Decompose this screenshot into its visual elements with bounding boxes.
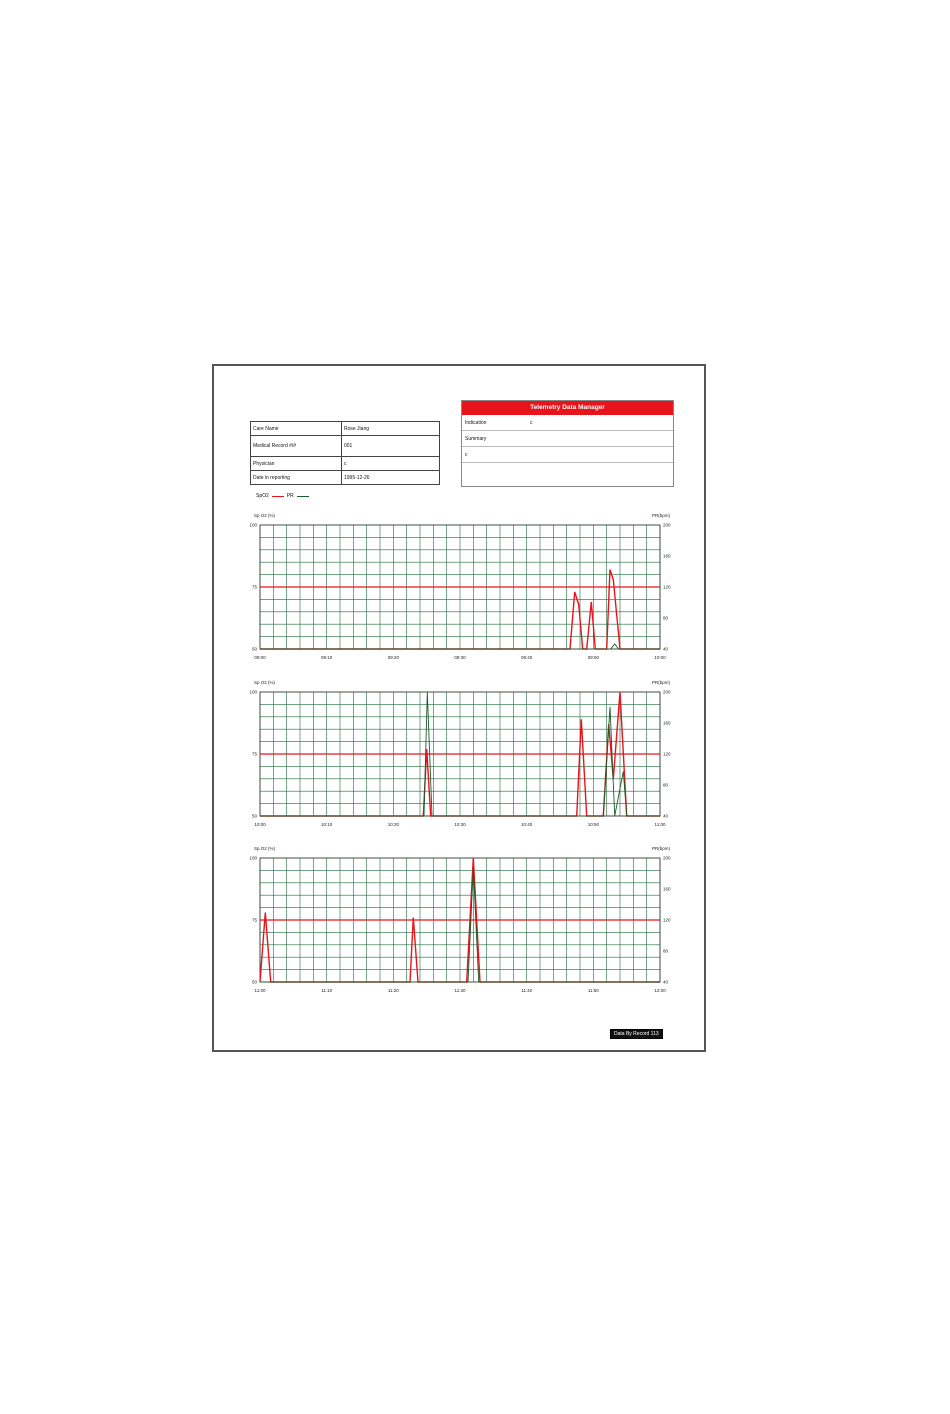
data-record-button[interactable]: Data By Record 113	[610, 1029, 663, 1039]
report-page	[212, 364, 706, 1052]
y-tick-label-left: 50	[251, 646, 257, 652]
y-tick-label-left: 75	[251, 751, 257, 757]
x-tick-label: 11:50	[587, 988, 599, 993]
legend-spo2-label: SpO2	[256, 493, 269, 499]
y-tick-label-right: 40	[663, 646, 669, 652]
info-label: Medical Record #/#	[251, 436, 342, 457]
x-tick-label: 09:00	[254, 655, 266, 660]
info-row	[251, 457, 440, 471]
y-tick-label-left: 100	[249, 855, 257, 861]
info-label: Physician	[251, 457, 342, 471]
y-tick-label-right: 160	[663, 553, 671, 559]
y-tick-label-right: 120	[663, 751, 671, 757]
y-tick-label-right: 200	[663, 855, 671, 861]
y-tick-label-left: 75	[251, 584, 257, 590]
y-tick-label-right: 200	[663, 689, 671, 695]
report-title: Telemetry Data Manager	[462, 401, 673, 415]
x-tick-label: 10:00	[254, 822, 266, 827]
info-row	[251, 422, 440, 436]
info-value: 001	[342, 436, 440, 457]
x-tick-label: 10:40	[521, 822, 533, 827]
info-value: c	[342, 457, 440, 471]
y-tick-label-left: 100	[249, 689, 257, 695]
y-tick-label-right: 120	[663, 584, 671, 590]
patient-info-table	[250, 421, 440, 485]
indication-row	[462, 415, 673, 431]
x-tick-label: 12:00	[654, 988, 666, 993]
info-row	[251, 471, 440, 485]
y-axis-left-label: Sp O2 (%)	[254, 846, 276, 851]
report-summary-box	[461, 400, 674, 487]
summary-value: c	[465, 451, 468, 458]
y-tick-label-left: 75	[251, 917, 257, 923]
y-tick-label-right: 40	[663, 979, 669, 985]
info-row	[251, 436, 440, 457]
x-tick-label: 10:10	[321, 822, 333, 827]
y-axis-left-label: Sp O2 (%)	[254, 680, 276, 685]
y-tick-label-right: 160	[663, 720, 671, 726]
x-tick-label: 10:50	[587, 822, 599, 827]
y-tick-label-left: 50	[251, 813, 257, 819]
x-tick-label: 09:10	[321, 655, 333, 660]
x-tick-label: 11:00	[254, 988, 266, 993]
trend-chart-2	[240, 674, 688, 834]
summary-label-row	[462, 431, 673, 447]
x-tick-label: 11:30	[454, 988, 466, 993]
x-tick-label: 09:30	[454, 655, 466, 660]
x-tick-label: 11:40	[521, 988, 533, 993]
y-tick-label-right: 120	[663, 917, 671, 923]
legend-pr-swatch	[297, 496, 309, 497]
y-tick-label-right: 40	[663, 813, 669, 819]
legend-spo2-swatch	[272, 496, 284, 497]
info-label: Care Name	[251, 422, 342, 436]
y-tick-label-right: 200	[663, 522, 671, 528]
y-tick-label-right: 160	[663, 886, 671, 892]
x-tick-label: 09:50	[587, 655, 599, 660]
x-tick-label: 09:20	[387, 655, 399, 660]
y-tick-label-left: 100	[249, 522, 257, 528]
y-tick-label-right: 80	[663, 615, 669, 621]
y-axis-right-label: PR(bpm)	[652, 846, 671, 851]
chart-svg	[240, 840, 688, 1000]
x-tick-label: 11:10	[321, 988, 333, 993]
x-tick-label: 10:00	[654, 655, 666, 660]
info-label: Date in reporting	[251, 471, 342, 485]
trend-chart-1	[240, 507, 688, 667]
y-tick-label-right: 80	[663, 782, 669, 788]
summary-value-row	[462, 447, 673, 463]
y-axis-right-label: PR(bpm)	[652, 513, 671, 518]
indication-value: c	[530, 419, 533, 426]
info-value: 1995-12-26	[342, 471, 440, 485]
trend-chart-3	[240, 840, 688, 1000]
x-tick-label: 09:40	[521, 655, 533, 660]
chart-legend	[256, 493, 309, 499]
summary-label: Summary	[465, 435, 487, 442]
y-tick-label-right: 80	[663, 948, 669, 954]
indication-label: Indication	[465, 419, 487, 426]
chart-svg	[240, 507, 688, 667]
x-tick-label: 10:20	[387, 822, 399, 827]
x-tick-label: 11:20	[387, 988, 399, 993]
info-value: Rose Jiang	[342, 422, 440, 436]
y-axis-right-label: PR(bpm)	[652, 680, 671, 685]
chart-svg	[240, 674, 688, 834]
legend-pr-label: PR	[286, 493, 294, 499]
y-axis-left-label: Sp O2 (%)	[254, 513, 276, 518]
y-tick-label-left: 50	[251, 979, 257, 985]
x-tick-label: 11:00	[654, 822, 666, 827]
x-tick-label: 10:30	[454, 822, 466, 827]
